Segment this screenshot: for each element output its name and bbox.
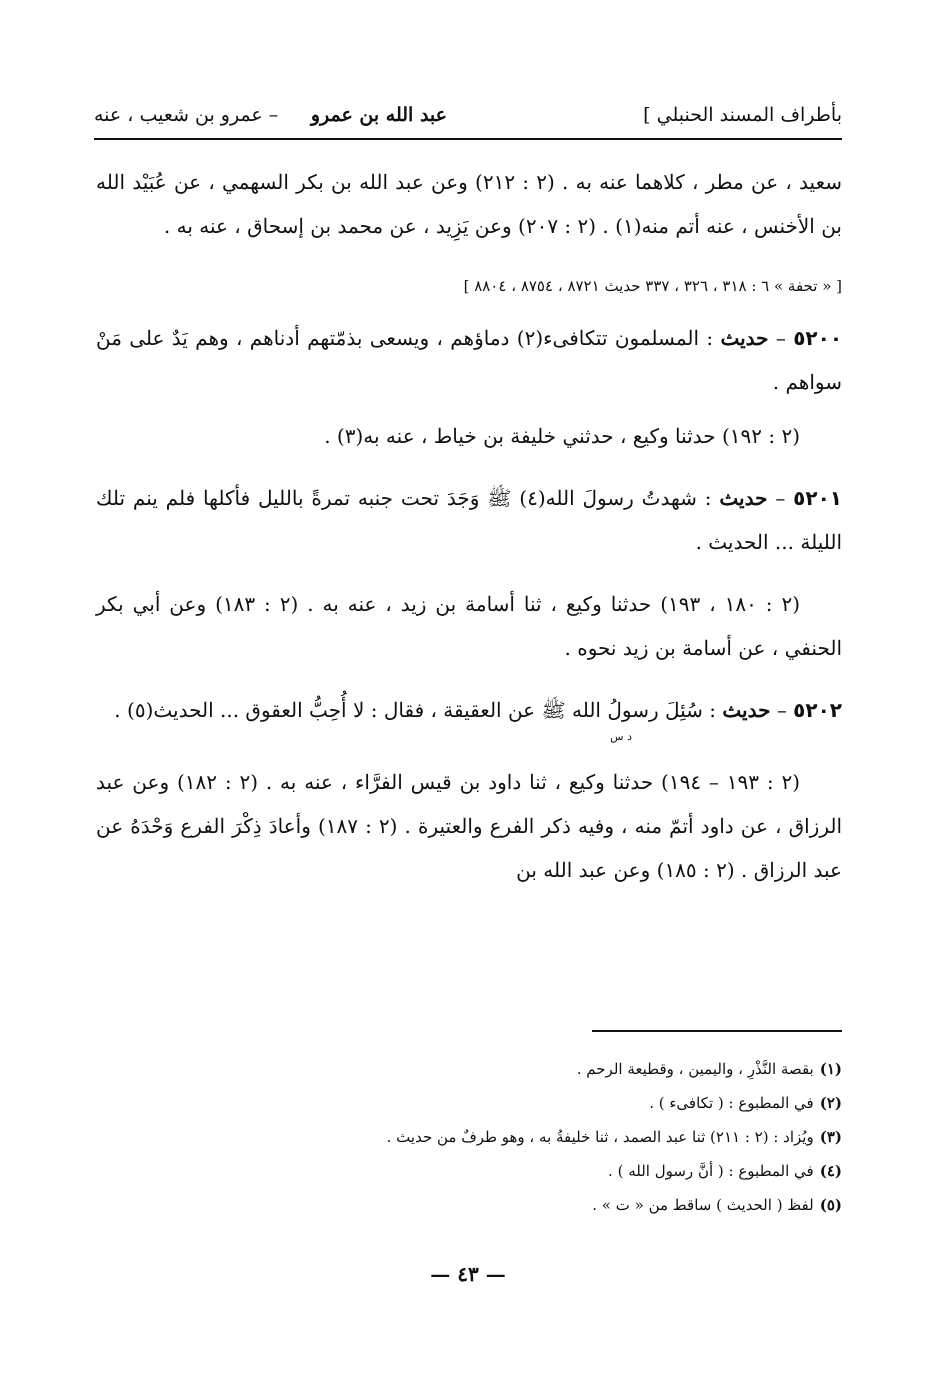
hadith-text: : شهدتُ رسولَ الله(٤) ﷺ وَجَدَ تحت جنبه تمرةً بالليل فأكلها فلم ينم تلك الليلة ... الحديث .: [96, 486, 842, 554]
hadith-text: : المسلمون تتكافىء(٢) دماؤهم ، ويسعى بذمّتهم أدناهم ، وهم يَدٌ على مَنْ سواهم .: [96, 326, 842, 394]
header-narrator: عبد الله بن عمرو: [310, 104, 447, 126]
footnote-item: [94, 1120, 842, 1154]
header-book-title: بأطراف المسند الحنبلي ]: [643, 104, 842, 126]
hadith-number: ٥٢٠١: [793, 486, 842, 510]
hadith-5200-source: (٢ : ١٩٢) حدثنا وكيع ، حدثني خليفة بن خياط ، عنه به(٣) .: [324, 424, 800, 448]
footnote-text: في المطبوع : ( أنَّ رسول الله ) .: [608, 1162, 814, 1180]
footnote-divider: [592, 1030, 842, 1032]
footnote-text: بقصة النَّذْرِ ، واليمين ، وقطيعة الرحم .: [576, 1060, 814, 1078]
footnote-text: لفظ ( الحديث ) ساقط من « ت » .: [592, 1196, 814, 1214]
footnote-number: (٢): [819, 1094, 842, 1112]
collection-symbols: د س: [610, 730, 632, 743]
paragraph-continuation: سعيد ، عن مطر ، كلاهما عنه به . (٢ : ٢١٢) وعن عبد الله بن بكر السهمي ، عن عُبَيْد الله بن الأخنس ، عنه أتم منه(١) . (٢ : ٢٠٧) وعن يَزِيد ، عن محمد بن إسحاق ، عنه به .: [96, 170, 843, 238]
hadith-number: ٥٢٠٢: [793, 698, 842, 722]
hadith-5200: [96, 316, 842, 404]
hadith-text: : سُئِلَ رسولُ الله ﷺ عن العقيقة ، فقال : لا أُحِبُّ العقوق ... الحديث(٥) .: [114, 698, 717, 722]
footnote-number: (٤): [819, 1162, 842, 1180]
hadith-keyword: حديث: [719, 486, 768, 510]
hadith-keyword: حديث: [722, 698, 771, 722]
tuhfa-reference: [ « تحفة » ٦ : ٣١٨ ، ٣٢٦ ، ٣٣٧ حديث ٨٧٢١ ، ٨٧٥٤ ، ٨٨٠٤ ]: [463, 277, 842, 295]
footnote-text: في المطبوع : ( تكافىء ) .: [649, 1094, 814, 1112]
footnote-item: [94, 1052, 842, 1086]
hadith-number: ٥٢٠٠: [793, 326, 843, 350]
footnote-item: [94, 1188, 842, 1222]
dash: –: [775, 326, 786, 350]
footnote-number: (٣): [819, 1128, 842, 1146]
hadith-5202-source: (٢ : ١٩٣ – ١٩٤) حدثنا وكيع ، ثنا داود بن قيس الفرَّاء ، عنه به . (٢ : ١٨٢) وعن عبد الرزاق ، عن داود أتمّ منه ، وفيه ذكر الفرع والعتيرة . (٢ : ١٨٧) وأعادَ ذِكْرَ الفرع وَحْدَهُ عن عبد الرزاق . (٢ : ١٨٥) وعن عبد الله بن: [96, 770, 843, 882]
page-number: — ٤٣ —: [430, 1262, 506, 1286]
footnote-number: (٥): [819, 1196, 842, 1214]
footnote-text: ويُزاد : (٢ : ٢١١) ثنا عبد الصمد ، ثنا خليفةُ به ، وهو طرفٌ من حديث .: [386, 1128, 814, 1146]
hadith-5202: [96, 688, 842, 732]
header-chain: – عمرو بن شعيب ، عنه: [94, 104, 279, 126]
hadith-5201-source: (٢ : ١٨٠ ، ١٩٣) حدثنا وكيع ، ثنا أسامة بن زيد ، عنه به . (٢ : ١٨٣) وعن أبي بكر الحنفي ، عن أسامة بن زيد نحوه .: [96, 592, 842, 660]
running-header: [94, 98, 842, 140]
footnote-item: [94, 1086, 842, 1120]
dash: –: [775, 486, 786, 510]
hadith-5201: [96, 476, 842, 564]
footnote-item: [94, 1154, 842, 1188]
dash: –: [776, 698, 787, 722]
footnote-number: (١): [819, 1060, 842, 1078]
footnotes: [94, 1052, 842, 1222]
main-text: [96, 160, 842, 892]
hadith-keyword: حديث: [720, 326, 769, 350]
